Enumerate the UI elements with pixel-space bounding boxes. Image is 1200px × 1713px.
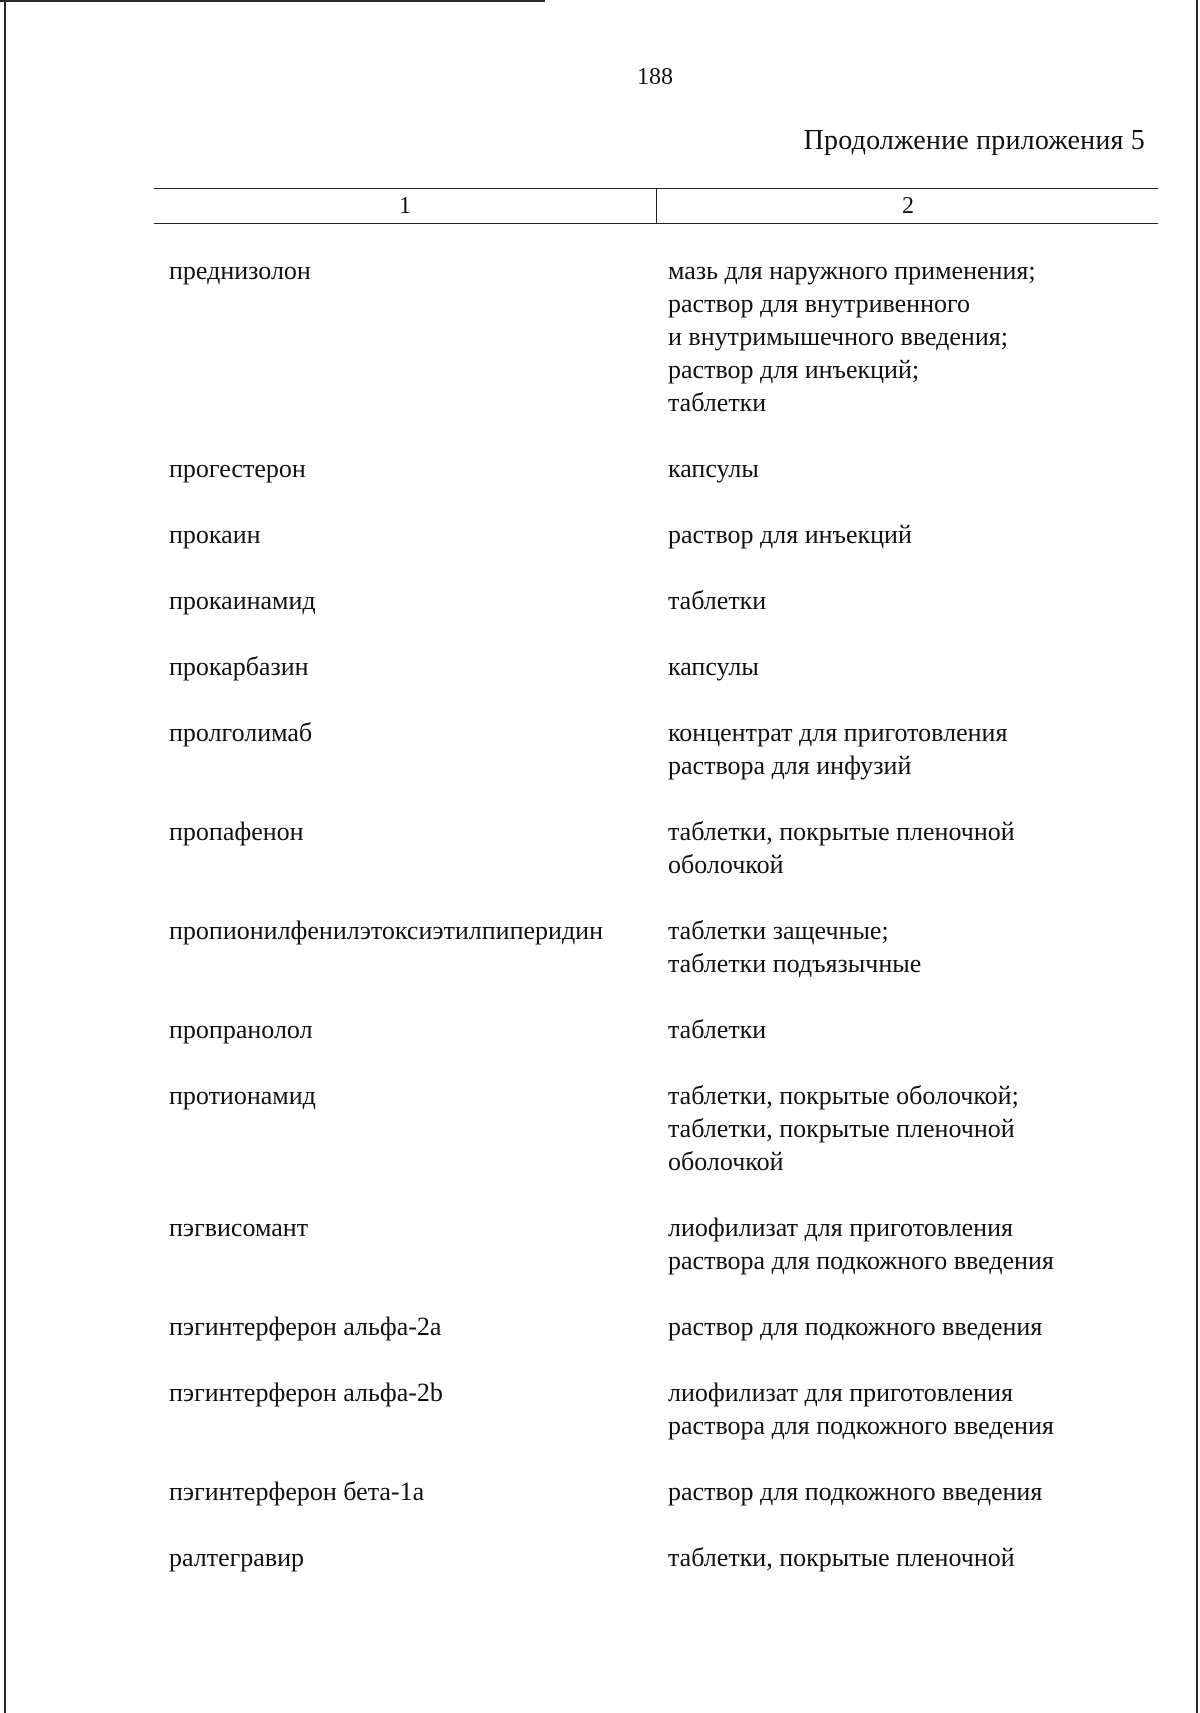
dosage-forms: таблетки (668, 1015, 767, 1044)
dosage-forms: раствор для подкожного введения (668, 1477, 1043, 1506)
drug-name: прокарбазин (169, 652, 309, 681)
dosage-forms: таблетки (668, 586, 767, 615)
table-row (169, 452, 1169, 485)
dosage-forms: таблетки, покрытые оболочкой; таблетки, покрытые пленочной оболочкой (668, 1081, 1019, 1176)
table-header (154, 188, 1158, 224)
table-row (169, 254, 1169, 419)
table-row (169, 1541, 1169, 1574)
dosage-forms: концентрат для приготовления раствора для инфузий (668, 718, 1008, 780)
table-row (169, 914, 1169, 980)
drug-name: пропафенон (169, 817, 304, 846)
scan-border-left (4, 0, 6, 1713)
drug-name: пэгвисомант (169, 1213, 309, 1242)
dosage-forms: капсулы (668, 454, 759, 483)
table-row (169, 1310, 1169, 1343)
dosage-forms: лиофилизат для приготовления раствора для подкожного введения (668, 1378, 1054, 1440)
table-row (169, 518, 1169, 551)
drug-name: прокаин (169, 520, 261, 549)
dosage-forms: раствор для инъекций (668, 520, 912, 549)
dosage-forms: капсулы (668, 652, 759, 681)
table-row (169, 1079, 1169, 1178)
drug-name: пэгинтерферон альфа-2a (169, 1312, 442, 1341)
drug-name: прогестерон (169, 454, 306, 483)
dosage-forms: раствор для подкожного введения (668, 1312, 1043, 1341)
table-row (169, 1475, 1169, 1508)
drug-name: пропионилфенилэтоксиэтилпиперидин (169, 916, 604, 945)
table-row (169, 650, 1169, 683)
drug-name: прокаинамид (169, 586, 316, 615)
dosage-forms: мазь для наружного применения; раствор для внутривенного и внутримышечного введения; раствор для инъекций; таблетки (668, 256, 1036, 417)
dosage-forms: таблетки, покрытые пленочной (668, 1543, 1015, 1572)
drug-name: протионамид (169, 1081, 316, 1110)
table-row (169, 584, 1169, 617)
table-row (169, 1376, 1169, 1442)
drug-name: преднизолон (169, 256, 311, 285)
table-row (169, 1013, 1169, 1046)
scan-border-top (0, 0, 545, 2)
page-number: 188 (637, 64, 673, 90)
drug-name: ралтегравир (169, 1543, 305, 1572)
dosage-forms: таблетки защечные; таблетки подъязычные (668, 916, 922, 978)
drug-name: пэгинтерферон альфа-2b (169, 1378, 443, 1407)
table-row (169, 1211, 1169, 1277)
drug-list (169, 254, 1169, 1607)
column-header-2: 2 (656, 189, 1159, 223)
drug-name: пэгинтерферон бета-1a (169, 1477, 425, 1506)
column-header-1: 1 (399, 193, 411, 219)
dosage-forms: лиофилизат для приготовления раствора для подкожного введения (668, 1213, 1054, 1275)
table-row (169, 716, 1169, 782)
table-row (169, 815, 1169, 881)
dosage-forms: таблетки, покрытые пленочной оболочкой (668, 817, 1015, 879)
scan-border-right (1196, 0, 1198, 1713)
drug-name: пролголимаб (169, 718, 313, 747)
appendix-continuation-title: Продолжение приложения 5 (803, 125, 1145, 156)
drug-name: пропранолол (169, 1015, 313, 1044)
